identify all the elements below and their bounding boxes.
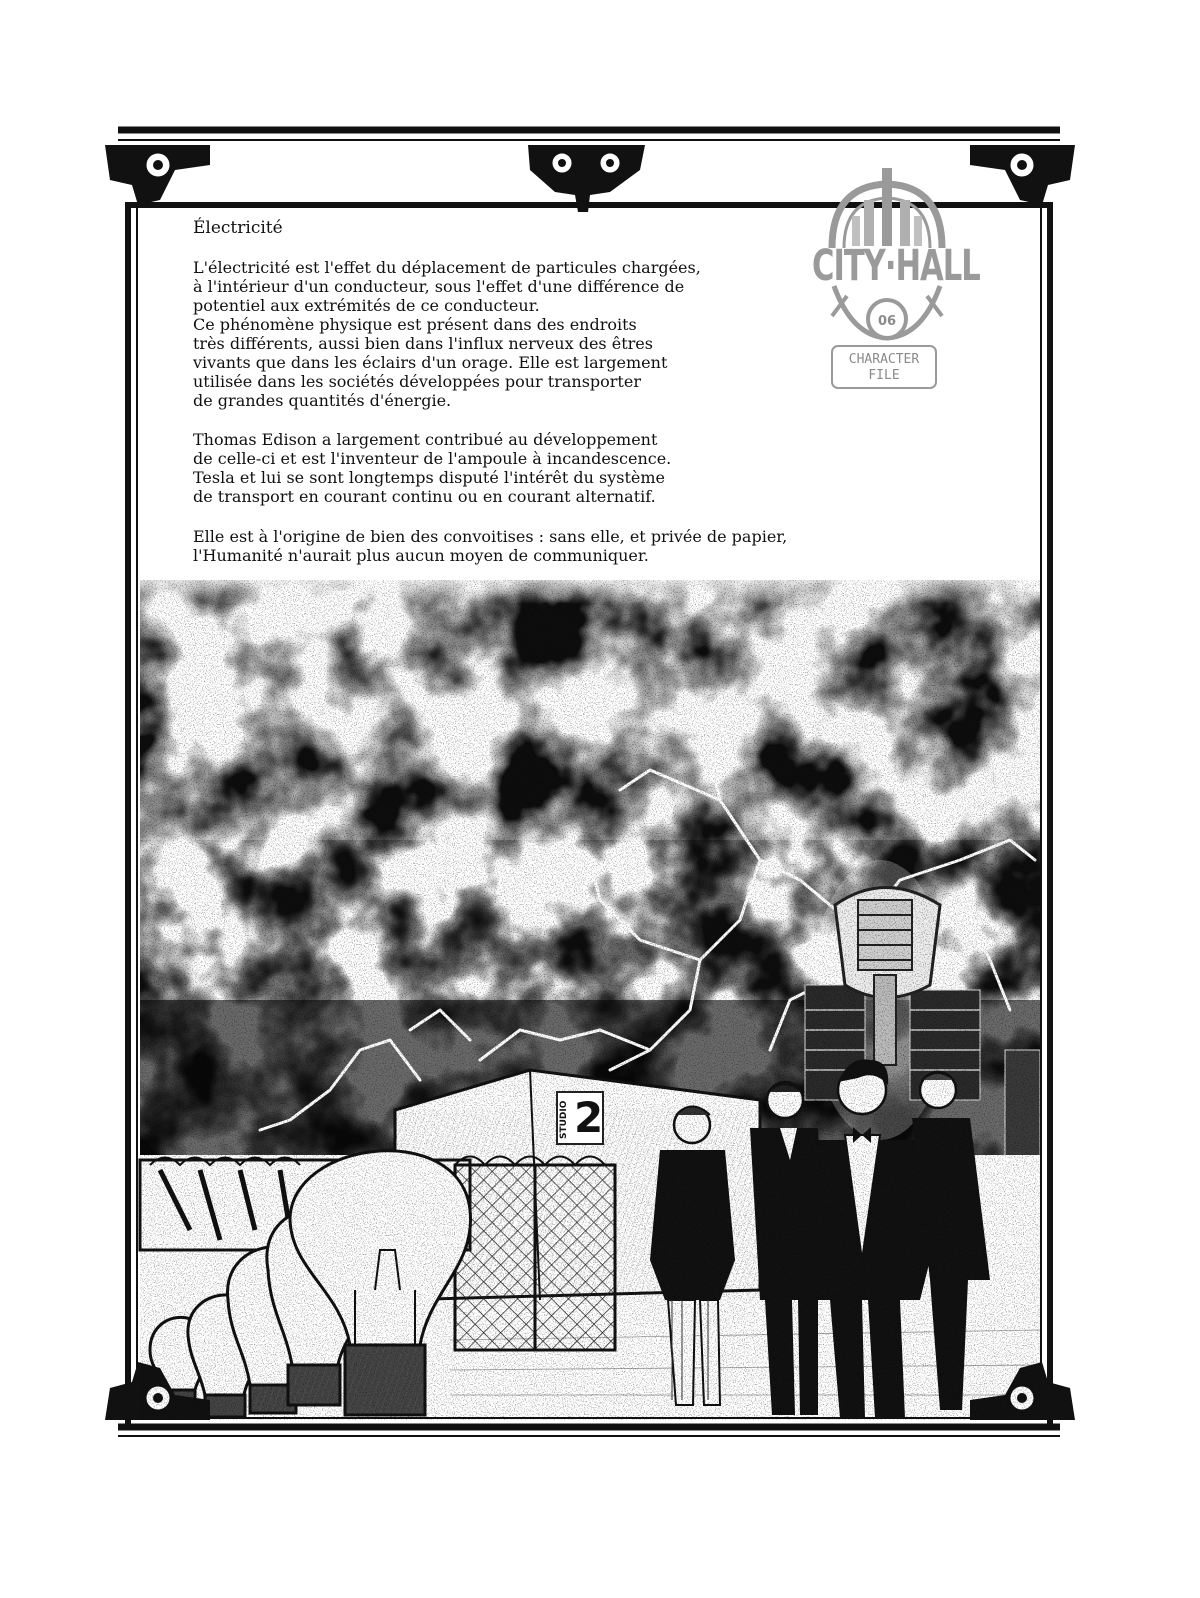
badge-line-1: CHARACTER [848,352,920,367]
corner-ornament-top-center [528,145,645,212]
studio-number: 2 [574,1093,604,1142]
badge-line-2: FILE [868,368,900,383]
text-line: l'Humanité n'aurait plus aucun moyen de communiquer. [193,546,649,565]
studio-label: STUDIO [559,1100,569,1139]
text-line: vivants que dans les éclairs d'un orage. Elle est largement [193,353,668,372]
text-line: à l'intérieur d'un conducteur, sous l'effet d'une différence de [193,277,685,296]
text-line: Thomas Edison a largement contribué au développement [193,430,658,449]
paragraph-convoitises [193,527,913,565]
text-line: Tesla et lui se sont longtemps disputé l'intérêt du système [193,468,665,487]
corner-ornament-top-left [105,145,210,205]
text-line: potentiel aux extrémités de ce conducteur. [193,296,540,315]
logo-wordmark: CITY·HALL [812,241,980,291]
text-line: Elle est à l'origine de bien des convoitises : sans elle, et privée de papier, [193,527,788,546]
logo-issue-number: 06 [877,314,897,329]
text-line: de transport en courant continu ou en courant alternatif. [193,487,656,506]
studio-sign [556,1091,604,1145]
page-title: Électricité [193,218,283,238]
text-line: de grandes quantités d'énergie. [193,391,452,410]
paragraph-definition [193,258,913,410]
text-line: L'électricité est l'effet du déplacement de particules chargées, [193,258,701,277]
corner-ornament-top-right [970,145,1075,205]
paragraph-edison [193,430,913,506]
text-line: Ce phénomène physique est présent dans des endroits [193,315,637,334]
text-line: très différents, aussi bien dans l'influx nerveux des êtres [193,334,653,353]
text-line: utilisée dans les sociétés développées pour transporter [193,372,641,391]
text-line: de celle-ci et est l'inventeur de l'ampoule à incandescence. [193,449,672,468]
